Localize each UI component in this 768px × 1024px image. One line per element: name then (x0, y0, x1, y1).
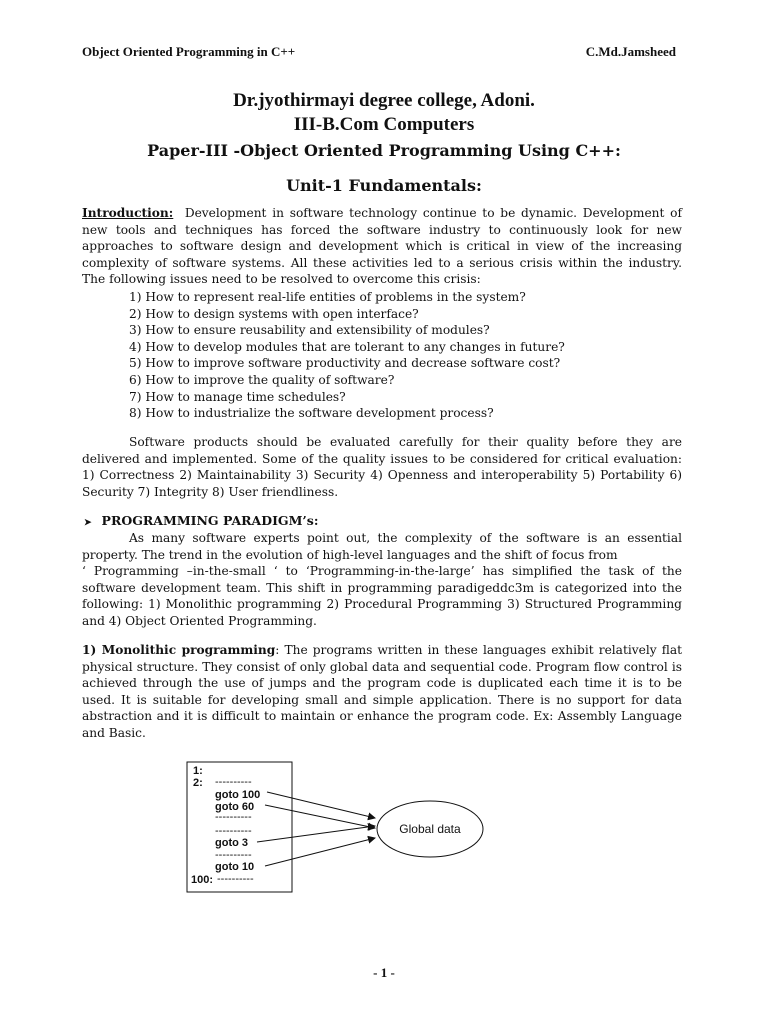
diagram-goto-100: goto 100 (215, 789, 261, 801)
arrow-goto-10 (265, 838, 375, 866)
paradigm-paragraph (82, 530, 682, 630)
monolithic-text: : The programs written in these languages exhibit relatively flat physical structure. They consist of only global data and sequential code. Program flow control is achieved through the use of jumps and the program code is duplicated each time it is to be used. It is suitable for developing small and simple application. There is no support for data abstraction and it is difficult to maintain or enhance the program code. Ex: Assembly Language and Basic. (82, 643, 682, 740)
diagram-goto-3: goto 3 (215, 837, 248, 849)
global-data-label: Global data (399, 822, 461, 836)
diagram-dashes: ---------- (215, 811, 252, 823)
course-title: III-B.Com Computers (293, 114, 475, 135)
list-item: 1) How to represent real-life entities of problems in the system? (129, 290, 526, 304)
intro-text: Development in software technology continue to be dynamic. Development of new tools and techniques has forced the software industry to continuously look for new approaches to software design and development which is critical in view of the increasing complexity of software systems. All these activities led to a serious crisis within the industry. The following issues need to be resolved to overcome this crisis: (82, 206, 683, 287)
list-item: 3) How to ensure reusability and extensibility of modules? (129, 323, 490, 338)
bullet-arrow-icon: ➤ (84, 518, 92, 528)
diagram-label-100: 100: (191, 874, 214, 886)
paradigm-line1: As many software experts point out, the complexity of the software is an essential property. The trend in the evolution of high-level languages and the shift of focus from (82, 531, 682, 562)
software-products-paragraph: Software products should be evaluated carefully for their quality before they are delivered and implemented. Some of the quality issues to be considered for critical evaluation: 1) Correctness 2) Maintainability 3) Security 4) Openness and interoperability 5) Portability 6) Security 7) Integrity 8) User friendliness. (82, 435, 682, 499)
list-item: 8) How to industrialize the software development process? (129, 406, 494, 421)
paradigm-line2: ‘ Programming –in-the-small ‘ to ‘Programming-in-the-large’ has simplified the task of the software development team. This shift in programming paradigeddc3m is categorized into the following: 1) Monolithic programming 2) Procedural Programming 3) Structured Programming and 4) Object Oriented Programming. (82, 564, 682, 628)
issues-list (129, 289, 689, 422)
intro-heading: Introduction: (82, 206, 174, 220)
page-header (82, 44, 676, 60)
monolithic-paragraph (82, 642, 682, 742)
header-course-title: Object Oriented Programming in C++ (82, 44, 296, 59)
paradigm-heading-text: PROGRAMMING PARADIGM’s: (101, 513, 319, 528)
diagram-goto-60: goto 60 (215, 801, 255, 813)
diagram-dashes: ---------- (215, 776, 252, 788)
diagram-goto-10: goto 10 (215, 861, 255, 873)
paper-title: Paper-III -Object Oriented Programming Using C++: (147, 141, 621, 160)
college-title: Dr.jyothirmayi degree college, Adoni. (233, 90, 535, 111)
diagram-dashes: ---------- (215, 849, 252, 861)
paradigm-heading (84, 513, 318, 528)
list-item: 5) How to improve software productivity and decrease software cost? (129, 356, 561, 371)
header-author: C.Md.Jamsheed (585, 44, 676, 59)
diagram-dashes: ---------- (217, 873, 254, 885)
arrow-goto-60 (265, 805, 375, 828)
diagram-line-1: 1: (193, 765, 203, 777)
intro-paragraph (82, 205, 682, 288)
list-item: 6) How to improve the quality of software? (129, 372, 395, 387)
page-number: - 1 - (373, 965, 395, 980)
monolithic-diagram (185, 758, 485, 898)
diagram-dashes: ---------- (215, 825, 252, 837)
arrow-goto-3 (257, 826, 375, 842)
list-item: 4) How to develop modules that are tolerant to any changes in future? (129, 339, 565, 354)
list-item: 7) How to manage time schedules? (129, 389, 346, 404)
arrow-goto-100 (267, 792, 375, 818)
unit-title: Unit-1 Fundamentals: (286, 176, 482, 195)
monolithic-heading: 1) Monolithic programming (82, 643, 276, 657)
diagram-line-2: 2: (193, 777, 203, 789)
list-item: 2) How to design systems with open interface? (129, 306, 419, 321)
